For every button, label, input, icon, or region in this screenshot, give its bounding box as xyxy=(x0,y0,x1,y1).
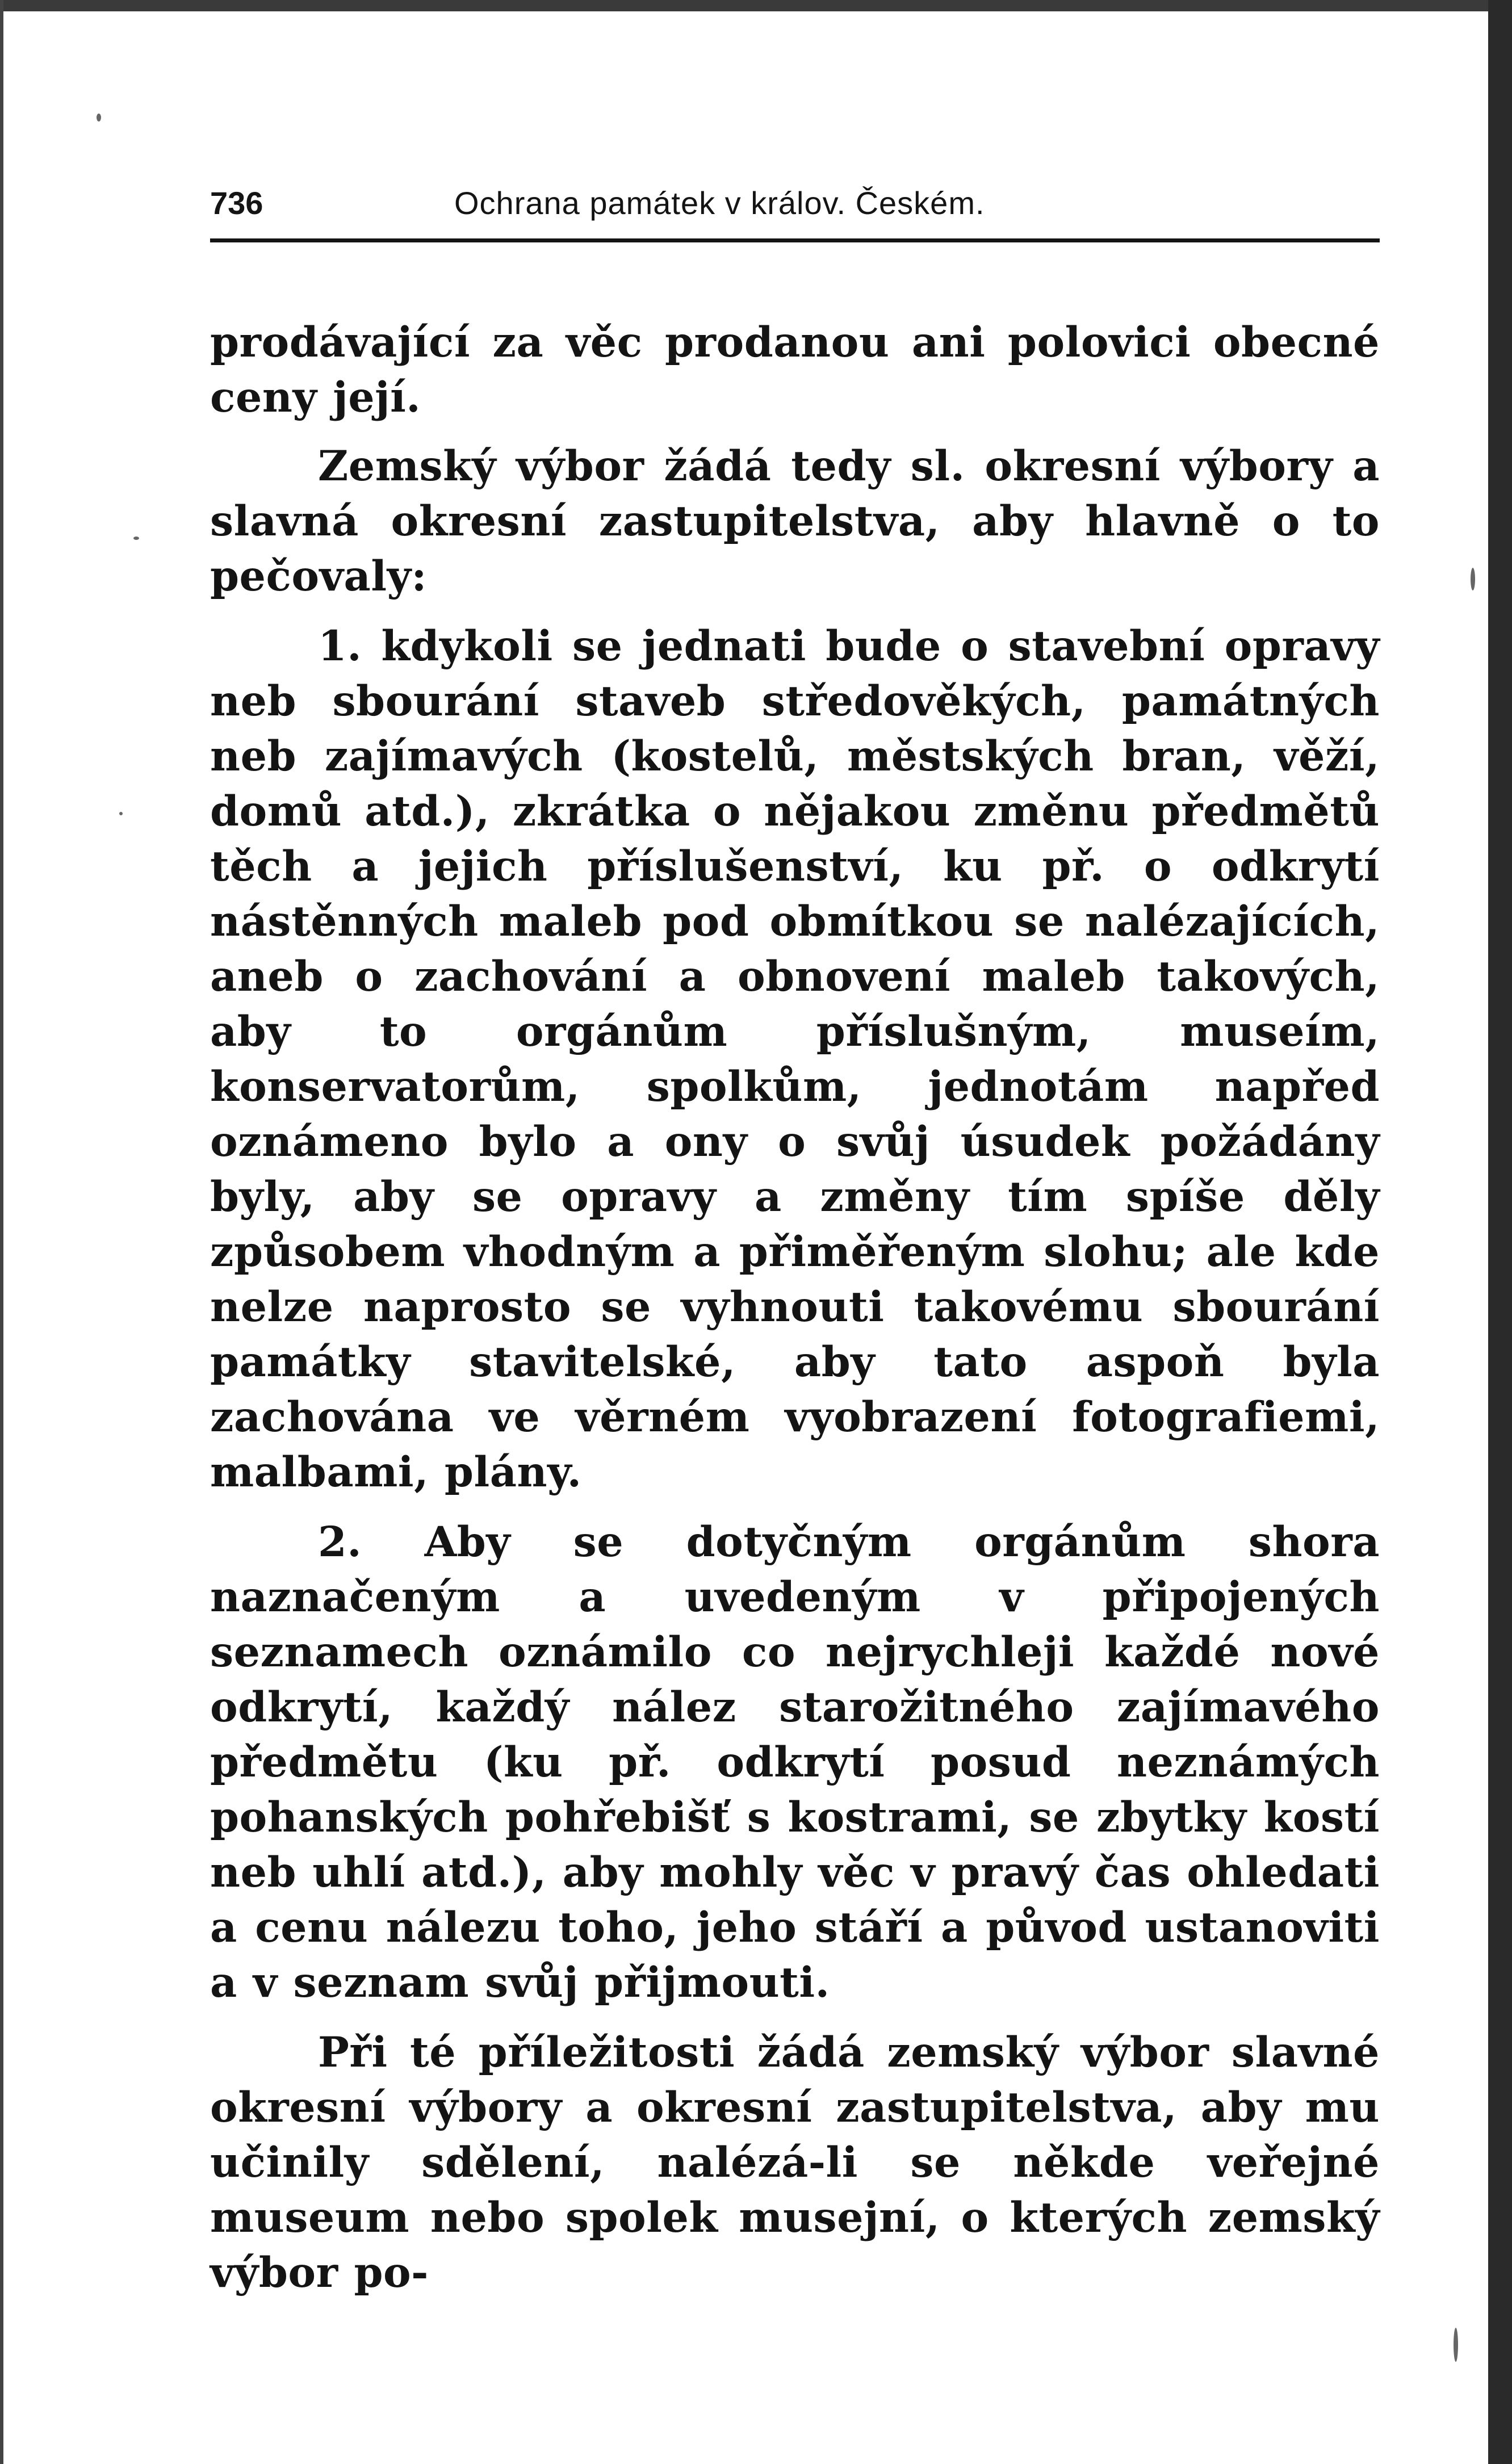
body-text xyxy=(210,315,1380,2315)
paragraph-point-2: 2. Aby se dotyčným orgánům shora naznačeným a uvedeným v připojených seznamech oznámilo co nejrychleji každé nové odkrytí, každý nález starožitného zajímavého předmětu (ku př. odkrytí posud neznámých pohanských pohřebišť s kostrami, se zbytky kostí neb uhlí atd.), aby mohly věc v pravý čas ohledati a cenu nálezu toho, jeho stáří a původ ustanoviti a v seznam svůj přijmouti. xyxy=(210,1518,1380,2007)
scan-speck xyxy=(119,812,123,815)
scan-border-right xyxy=(1488,0,1512,2464)
scan-speck xyxy=(133,537,139,540)
scan-speck xyxy=(1471,568,1475,590)
header-rule xyxy=(210,238,1380,242)
paragraph-request: Zemský výbor žádá tedy sl. okresní výbory a slavná okresní zastupitelstva, aby hlavně o to pečovaly: xyxy=(210,442,1380,601)
scan-border-left xyxy=(0,0,3,2464)
page-header xyxy=(210,181,1380,232)
paragraph-continuation: prodávající za věc prodanou ani polovici obecné ceny její. xyxy=(210,318,1380,422)
scan-speck xyxy=(1454,2328,1458,2362)
paragraph-closing: Při té příležitosti žádá zemský výbor slavné okresní výbory a okresní zastupitelstva, aby mu učinily sdělení, nalézá-li se někde veřejné museum nebo spolek musejní, o kterých zemský výbor po- xyxy=(210,2028,1380,2297)
page-number: 736 xyxy=(210,185,263,221)
running-title: Ochrana památek v králov. Českém. xyxy=(454,185,985,221)
scan-speck xyxy=(97,114,101,121)
paragraph-point-1: 1. kdykoli se jednati bude o stavební opravy neb sbourání staveb středověkých, památných neb zajímavých (kostelů, městských bran, věží, domů atd.), zkrátka o nějakou změnu předmětů těch a jejich příslušenství, ku př. o odkrytí nástěnných maleb pod obmítkou se nalézajících, aneb o zachování a obnovení maleb takových, aby to orgánům příslušným, museím, konservatorům, spolkům, jednotám napřed oznámeno bylo a ony o svůj úsudek požádány byly, aby se opravy a změny tím spíše děly způsobem vhodným a přiměřeným slohu; ale kde nelze naprosto se vyhnouti takovému sbourání památky stavitelské, aby tato aspoň byla zachována ve věrném vyobrazení fotografiemi, malbami, plány. xyxy=(210,622,1380,1497)
book-page xyxy=(210,0,1380,2464)
